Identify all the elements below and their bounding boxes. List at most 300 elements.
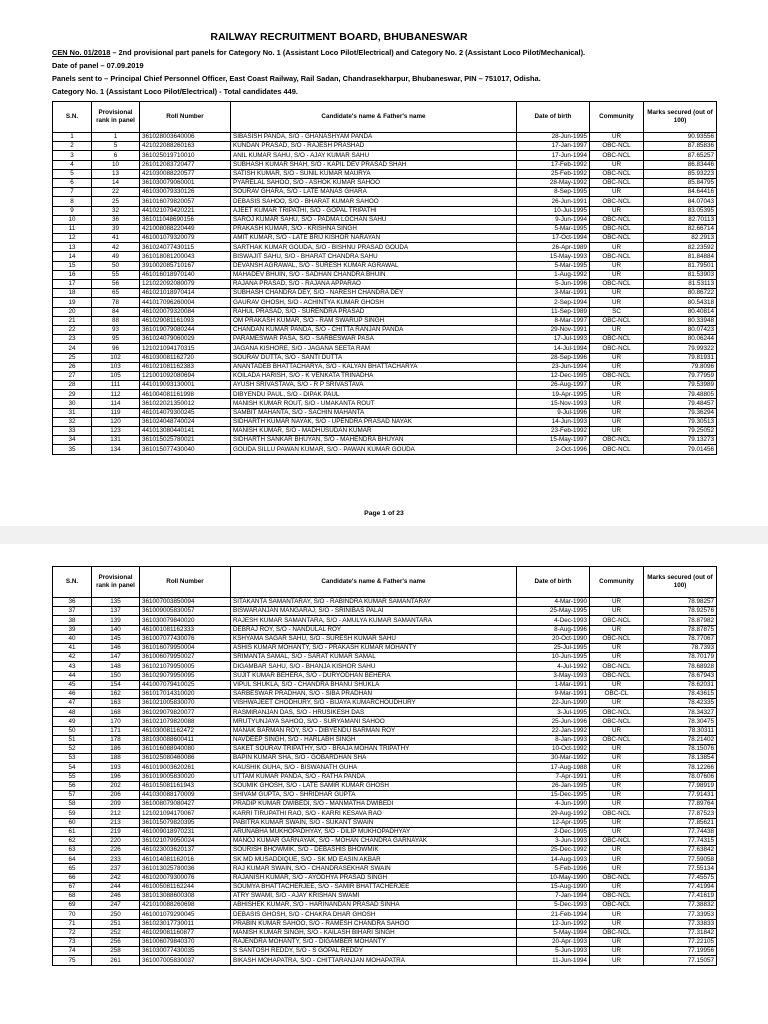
cell-roll-number: 461021018970414 <box>140 289 231 298</box>
cell-candidate-name: SIBASISH PANDA, S/O - GHANASHYAM PANDA <box>231 133 517 142</box>
cell-marks: 78.13854 <box>644 754 717 763</box>
table-row <box>53 800 717 809</box>
table-row <box>53 160 717 169</box>
cell-date-of-birth: 17-Jul-1993 <box>517 335 590 344</box>
cell-candidate-name: GOUDA SILLU PAWAN KUMAR, S/O - PAWAN KUMAR GOUDA <box>231 445 517 454</box>
cell-candidate-name: MRUTYUNJAYA SAHOO, S/O - SURYAMANI SAHOO <box>231 717 517 726</box>
col-header-rank: Provisional rank in panel <box>92 567 140 598</box>
cell-roll-number: 361030079060001 <box>140 178 231 187</box>
cell-date-of-birth: 8-Jan-1993 <box>517 735 590 744</box>
cell-date-of-birth: 3-May-1993 <box>517 671 590 680</box>
cell-date-of-birth: 5-May-1994 <box>517 928 590 937</box>
cell-marks: 78.68928 <box>644 662 717 671</box>
cell-date-of-birth: 14-Aug-1993 <box>517 855 590 864</box>
cell-rank: 209 <box>92 800 140 809</box>
table-row <box>53 910 717 919</box>
cell-sn: 62 <box>53 836 92 845</box>
cell-sn: 43 <box>53 662 92 671</box>
cell-candidate-name: GAURAV GHOSH, S/O - ACHINTYA KUMAR GHOSH <box>231 298 517 307</box>
cell-roll-number: 461015081161943 <box>140 781 231 790</box>
cell-candidate-name: MANOJ KUMAR GARNAYAK, S/O - MOHAN CHANDRA GARNAYAK <box>231 836 517 845</box>
cell-date-of-birth: 26-Jan-1995 <box>517 781 590 790</box>
cell-date-of-birth: 25-Jul-1995 <box>517 643 590 652</box>
cell-marks: 81.79501 <box>644 261 717 270</box>
cell-date-of-birth: 10-Oct-1992 <box>517 745 590 754</box>
cell-date-of-birth: 28-May-1992 <box>517 178 590 187</box>
cell-marks: 77.74438 <box>644 827 717 836</box>
cell-community: OBC-CL <box>590 689 644 698</box>
cell-candidate-name: SOURAV GHARA, S/O - LATE MANAS GHARA <box>231 188 517 197</box>
cell-sn: 31 <box>53 408 92 417</box>
cell-community: UR <box>590 243 644 252</box>
cell-rank: 120 <box>92 417 140 426</box>
cell-marks: 79.48457 <box>644 399 717 408</box>
category-line: Category No. 1 (Assistant Loco Pilot/Electrical) - Total candidates 449. <box>52 87 298 96</box>
table-row <box>53 882 717 891</box>
cell-date-of-birth: 10-May-1990 <box>517 873 590 882</box>
panel-date: Date of panel – 07.09.2019 <box>52 61 144 70</box>
cell-marks: 77.15057 <box>644 956 717 965</box>
cell-community: OBC-NCL <box>590 335 644 344</box>
cell-date-of-birth: 15-May-1993 <box>517 252 590 261</box>
cell-sn: 68 <box>53 892 92 901</box>
cell-rank: 252 <box>92 928 140 937</box>
table-row <box>53 928 717 937</box>
cell-candidate-name: MANAK BARMAN ROY, S/O - DIBYENDU BARMAN ROY <box>231 726 517 735</box>
cell-date-of-birth: 29-Aug-1992 <box>517 809 590 818</box>
cell-sn: 24 <box>53 344 92 353</box>
cell-roll-number: 361008079080427 <box>140 800 231 809</box>
col-header-community: Community <box>590 102 644 133</box>
cell-rank: 131 <box>92 436 140 445</box>
cell-sn: 19 <box>53 298 92 307</box>
cell-roll-number: 361011048690156 <box>140 215 231 224</box>
col-header-community: Community <box>590 567 644 598</box>
table-row <box>53 653 717 662</box>
cell-community: UR <box>590 772 644 781</box>
table-row <box>53 671 717 680</box>
cell-sn: 39 <box>53 625 92 634</box>
cell-date-of-birth: 4-Dec-1993 <box>517 616 590 625</box>
cell-community: UR <box>590 270 644 279</box>
cell-roll-number: 421010088260698 <box>140 901 231 910</box>
cell-sn: 22 <box>53 325 92 334</box>
table-row <box>53 381 717 390</box>
cell-rank: 178 <box>92 735 140 744</box>
cell-sn: 44 <box>53 671 92 680</box>
cell-marks: 79.48805 <box>644 390 717 399</box>
cell-rank: 213 <box>92 818 140 827</box>
cell-sn: 65 <box>53 864 92 873</box>
cell-candidate-name: SOUMYA BHATTACHERJEE, S/O - SAMIR BHATTACHERJEE <box>231 882 517 891</box>
cell-marks: 85.84795 <box>644 178 717 187</box>
cell-date-of-birth: 29-Nov-1991 <box>517 325 590 334</box>
cell-marks: 77.87523 <box>644 809 717 818</box>
cell-rank: 226 <box>92 846 140 855</box>
cell-marks: 78.43615 <box>644 689 717 698</box>
cell-roll-number: 361024077430115 <box>140 243 231 252</box>
cell-marks: 77.55134 <box>644 864 717 873</box>
cell-candidate-name: DEBASIS SAHOO, S/O - BHARAT KUMAR SAHOO <box>231 197 517 206</box>
cell-candidate-name: MANISH KUMAR ROUT, S/O - UMAKANTA ROUT <box>231 399 517 408</box>
cell-candidate-name: SARBESWAR PRADHAN, S/O - SIBA PRADHAN <box>231 689 517 698</box>
cell-community: OBC-NCL <box>590 169 644 178</box>
cell-marks: 84.64416 <box>644 188 717 197</box>
cell-community: OBC-NCL <box>590 178 644 187</box>
cell-community: UR <box>590 625 644 634</box>
cell-community: UR <box>590 864 644 873</box>
cell-marks: 78.42335 <box>644 699 717 708</box>
cell-roll-number: 361015077430040 <box>140 445 231 454</box>
cell-sn: 21 <box>53 316 92 325</box>
table-body-page-2 <box>53 598 717 966</box>
cell-candidate-name: S SANTOSH REDDY, S/O - S GOPAL REDDY <box>231 947 517 956</box>
cell-date-of-birth: 25-May-1995 <box>517 607 590 616</box>
cell-candidate-name: JAGANA KISHORE, S/O - JAGANA SEETA RAM <box>231 344 517 353</box>
cell-rank: 135 <box>92 598 140 607</box>
cell-community: UR <box>590 325 644 334</box>
cell-community: UR <box>590 362 644 371</box>
cell-roll-number: 361024079060029 <box>140 335 231 344</box>
table-row <box>53 252 717 261</box>
cell-roll-number: 461014081162016 <box>140 855 231 864</box>
cell-candidate-name: SITAKANTA SAMANTARAY, S/O - RABINDRA KUMAR SAMANTARAY <box>231 598 517 607</box>
cell-candidate-name: CHANDAN KUMAR PANDA, S/O - CHITTA RANJAN PANDA <box>231 325 517 334</box>
document-page-2 <box>0 544 768 1024</box>
cell-rank: 242 <box>92 873 140 882</box>
table-row <box>53 864 717 873</box>
table-row <box>53 390 717 399</box>
cell-marks: 79.30513 <box>644 417 717 426</box>
cell-roll-number: 461020079300076 <box>140 873 231 882</box>
col-header-roll: Roll Number <box>140 567 231 598</box>
cell-roll-number: 361016079820057 <box>140 197 231 206</box>
cen-line <box>52 46 716 59</box>
cell-roll-number: 421008088220449 <box>140 224 231 233</box>
cell-marks: 77.31842 <box>644 928 717 937</box>
cell-community: UR <box>590 790 644 799</box>
cell-rank: 88 <box>92 316 140 325</box>
cell-date-of-birth: 17-Aug-1988 <box>517 763 590 772</box>
cell-marks: 78.62031 <box>644 680 717 689</box>
table-row <box>53 243 717 252</box>
cell-rank: 39 <box>92 224 140 233</box>
cell-marks: 77.22105 <box>644 937 717 946</box>
cell-community: UR <box>590 133 644 142</box>
cell-sn: 3 <box>53 151 92 160</box>
cell-community: UR <box>590 417 644 426</box>
cell-roll-number: 421030088220577 <box>140 169 231 178</box>
cell-rank: 258 <box>92 947 140 956</box>
panels-sent-to: Panels sent to – Principal Chief Personnel Officer, East Coast Railway, Rail Sadan, Chandrasekharpur, Bhubaneswar, PIN – 751017, Odisha. <box>52 74 541 83</box>
cell-date-of-birth: 20-Oct-1990 <box>517 634 590 643</box>
cell-rank: 261 <box>92 956 140 965</box>
table-body-page-1 <box>53 133 717 455</box>
cell-marks: 78.30311 <box>644 726 717 735</box>
cell-candidate-name: SK MD MUSADDIQUE, S/O - SK MD EASIN AKBAR <box>231 855 517 864</box>
table-row <box>53 919 717 928</box>
cell-candidate-name: BAPIN KUMAR SHA, S/O - GOBARDHAN SHA <box>231 754 517 763</box>
cell-roll-number: 361015079820395 <box>140 818 231 827</box>
cell-community: UR <box>590 754 644 763</box>
cell-community: OBC-NCL <box>590 809 644 818</box>
cell-rank: 202 <box>92 781 140 790</box>
cell-roll-number: 361021079950024 <box>140 836 231 845</box>
cell-rank: 251 <box>92 919 140 928</box>
table-row <box>53 892 717 901</box>
cell-rank: 145 <box>92 634 140 643</box>
col-header-dob: Date of birth <box>517 102 590 133</box>
table-row <box>53 353 717 362</box>
cell-candidate-name: SOUMIK GHOSH, S/O - LATE SAMIR KUMAR GHOSH <box>231 781 517 790</box>
cell-roll-number: 461030079330126 <box>140 188 231 197</box>
cell-candidate-name: PABITRA KUMAR SWAIN, S/O - SUKANT SWAIN <box>231 818 517 827</box>
table-row <box>53 634 717 643</box>
cell-marks: 79.81931 <box>644 353 717 362</box>
cell-roll-number: 461014079300245 <box>140 408 231 417</box>
cell-community: UR <box>590 827 644 836</box>
cell-sn: 9 <box>53 206 92 215</box>
cell-date-of-birth: 15-May-1997 <box>517 436 590 445</box>
cell-sn: 18 <box>53 289 92 298</box>
cell-rank: 137 <box>92 607 140 616</box>
cell-roll-number: 361015025780021 <box>140 436 231 445</box>
cell-date-of-birth: 10-Jun-1995 <box>517 653 590 662</box>
cell-sn: 11 <box>53 224 92 233</box>
cell-date-of-birth: 5-Mar-1995 <box>517 261 590 270</box>
table-row <box>53 335 717 344</box>
cell-community: UR <box>590 160 644 169</box>
cell-date-of-birth: 1-Mar-1991 <box>517 680 590 689</box>
cell-community: OBC-NCL <box>590 717 644 726</box>
cell-roll-number: 361029079820077 <box>140 708 231 717</box>
table-row <box>53 436 717 445</box>
cell-community: OBC-NCL <box>590 836 644 845</box>
cell-community: UR <box>590 188 644 197</box>
cell-roll-number: 361016088940080 <box>140 745 231 754</box>
cell-roll-number: 461001081162333 <box>140 625 231 634</box>
cell-sn: 8 <box>53 197 92 206</box>
cell-community: OBC-NCL <box>590 735 644 744</box>
cell-date-of-birth: 7-Apr-1991 <box>517 772 590 781</box>
cell-sn: 45 <box>53 680 92 689</box>
cell-rank: 112 <box>92 390 140 399</box>
cell-candidate-name: OM PRAKASH KUMAR, S/O - RAM SWARUP SINGH <box>231 316 517 325</box>
cell-community: OBC-NCL <box>590 708 644 717</box>
cell-sn: 5 <box>53 169 92 178</box>
cell-rank: 10 <box>92 160 140 169</box>
cell-rank: 134 <box>92 445 140 454</box>
cell-candidate-name: PARAMESWAR PASA, S/O - SARBESWAR PASA <box>231 335 517 344</box>
cell-community: OBC-NCL <box>590 280 644 289</box>
cell-community: UR <box>590 653 644 662</box>
table-row <box>53 790 717 799</box>
table-row <box>53 289 717 298</box>
cell-roll-number: 391002085710167 <box>140 261 231 270</box>
table-row <box>53 947 717 956</box>
table-row <box>53 763 717 772</box>
cell-roll-number: 121001092080694 <box>140 371 231 380</box>
cell-candidate-name: SOURAV DUTTA, S/O - SANTI DUTTA <box>231 353 517 362</box>
cell-marks: 78.7393 <box>644 643 717 652</box>
cell-date-of-birth: 23-Jun-1994 <box>517 362 590 371</box>
cell-roll-number: 381030088600411 <box>140 735 231 744</box>
table-row <box>53 445 717 454</box>
cell-rank: 246 <box>92 892 140 901</box>
cell-roll-number: 121021094170315 <box>140 344 231 353</box>
cell-sn: 58 <box>53 800 92 809</box>
cell-candidate-name: SUJIT KUMAR BEHERA, S/O - DURYODHAN BEHERA <box>231 671 517 680</box>
cell-candidate-name: DIGAMBAR SAHU, S/O - BHANJA KISHOR SAHU <box>231 662 517 671</box>
cell-roll-number: 361017014310020 <box>140 689 231 698</box>
cell-roll-number: 461009018970231 <box>140 827 231 836</box>
cell-sn: 27 <box>53 371 92 380</box>
table-row <box>53 178 717 187</box>
cell-roll-number: 461001079320079 <box>140 234 231 243</box>
cell-date-of-birth: 9-Jun-1994 <box>517 215 590 224</box>
cell-rank: 148 <box>92 662 140 671</box>
cell-roll-number: 441007079410025 <box>140 680 231 689</box>
cell-marks: 77.33833 <box>644 919 717 928</box>
cell-roll-number: 361021005830070 <box>140 699 231 708</box>
cell-rank: 5 <box>92 142 140 151</box>
cell-rank: 233 <box>92 855 140 864</box>
cell-marks: 77.41994 <box>644 882 717 891</box>
cell-roll-number: 361021079950005 <box>140 662 231 671</box>
cell-rank: 123 <box>92 427 140 436</box>
cell-rank: 42 <box>92 243 140 252</box>
cell-community: UR <box>590 298 644 307</box>
cell-rank: 186 <box>92 745 140 754</box>
cell-candidate-name: SAMBIT MAHANTA, S/O - SACHIN MAHANTA <box>231 408 517 417</box>
cell-roll-number: 441017096260004 <box>140 298 231 307</box>
cell-rank: 65 <box>92 289 140 298</box>
cell-marks: 87.85836 <box>644 142 717 151</box>
cell-marks: 81.84884 <box>644 252 717 261</box>
cell-roll-number: 361019005830020 <box>140 772 231 781</box>
cell-candidate-name: RAJENDRA MOHANTY, S/O - DIGAMBER MOHANTY <box>231 937 517 946</box>
table-row <box>53 316 717 325</box>
cell-sn: 61 <box>53 827 92 836</box>
cell-date-of-birth: 8-Mar-1997 <box>517 316 590 325</box>
cell-candidate-name: RAJANISH KUMAR, S/O - AYODHYA PRASAD SINGH <box>231 873 517 882</box>
cell-roll-number: 121021094170067 <box>140 809 231 818</box>
cell-candidate-name: SUBHASH KUMAR SHAH, S/O - KAPIL DEV PRASAD SHAH <box>231 160 517 169</box>
cell-rank: 150 <box>92 671 140 680</box>
cell-community: UR <box>590 598 644 607</box>
cell-roll-number: 441013080440141 <box>140 427 231 436</box>
cell-marks: 85.93223 <box>644 169 717 178</box>
cell-marks: 78.67943 <box>644 671 717 680</box>
table-row <box>53 809 717 818</box>
cell-community: OBC-NCL <box>590 436 644 445</box>
cell-date-of-birth: 17-Feb-1992 <box>517 160 590 169</box>
table-row <box>53 616 717 625</box>
cell-rank: 49 <box>92 252 140 261</box>
cell-date-of-birth: 12-Apr-1995 <box>517 818 590 827</box>
cell-community: UR <box>590 390 644 399</box>
cell-marks: 78.30475 <box>644 717 717 726</box>
cell-date-of-birth: 26-Apr-1989 <box>517 243 590 252</box>
cell-rank: 78 <box>92 298 140 307</box>
cell-candidate-name: SATISH KUMAR, S/O - SUNIL KUMAR MAURYA <box>231 169 517 178</box>
cell-sn: 70 <box>53 910 92 919</box>
cell-candidate-name: SIDHARTH SANKAR BHUYAN, S/O - MAHENDRA BHUYAN <box>231 436 517 445</box>
cell-rank: 25 <box>92 197 140 206</box>
cell-sn: 42 <box>53 653 92 662</box>
cell-candidate-name: MANISH KUMAR, S/O - MADHUSUDAN KUMAR <box>231 427 517 436</box>
cell-rank: 102 <box>92 353 140 362</box>
cell-marks: 79.01456 <box>644 445 717 454</box>
cell-community: OBC-NCL <box>590 316 644 325</box>
cell-date-of-birth: 2-Sep-1994 <box>517 298 590 307</box>
cell-marks: 77.89764 <box>644 800 717 809</box>
table-row <box>53 836 717 845</box>
cell-date-of-birth: 9-Mar-1991 <box>517 689 590 698</box>
table-row <box>53 680 717 689</box>
cell-community: UR <box>590 726 644 735</box>
cell-rank: 111 <box>92 381 140 390</box>
cell-date-of-birth: 15-Nov-1993 <box>517 399 590 408</box>
cell-marks: 78.92576 <box>644 607 717 616</box>
table-row <box>53 901 717 910</box>
table-row <box>53 937 717 946</box>
cell-roll-number: 361007077430076 <box>140 634 231 643</box>
cell-roll-number: 361018081200043 <box>140 252 231 261</box>
cell-marks: 82.70113 <box>644 215 717 224</box>
cell-rank: 36 <box>92 215 140 224</box>
cell-sn: 69 <box>53 901 92 910</box>
cell-candidate-name: RAHUL PRASAD, S/O - SURENDRA PRASAD <box>231 307 517 316</box>
cell-marks: 78.87875 <box>644 625 717 634</box>
cell-sn: 67 <box>53 882 92 891</box>
table-row <box>53 708 717 717</box>
cell-community: OBC-NCL <box>590 671 644 680</box>
cell-rank: 256 <box>92 937 140 946</box>
cell-candidate-name: BIKASH MOHAPATRA, S/O - CHITTARANJAN MOHAPATRA <box>231 956 517 965</box>
cell-roll-number: 461029081160877 <box>140 928 231 937</box>
cell-rank: 22 <box>92 188 140 197</box>
cell-date-of-birth: 19-Apr-1995 <box>517 390 590 399</box>
table-row <box>53 307 717 316</box>
cell-sn: 15 <box>53 261 92 270</box>
table-row <box>53 280 717 289</box>
cell-roll-number: 361025019710010 <box>140 151 231 160</box>
cell-community: UR <box>590 353 644 362</box>
cell-candidate-name: BISWAJIT SAHU, S/O - BHARAT CHANDRA SAHU <box>231 252 517 261</box>
table-header-row <box>53 102 717 133</box>
cell-marks: 81.53113 <box>644 280 717 289</box>
cell-rank: 163 <box>92 699 140 708</box>
cell-marks: 78.98257 <box>644 598 717 607</box>
cell-candidate-name: SUBHASH CHANDRA DEY, S/O - NARESH CHANDRA DEY <box>231 289 517 298</box>
cell-sn: 35 <box>53 445 92 454</box>
cell-community: UR <box>590 882 644 891</box>
table-row <box>53 142 717 151</box>
cell-marks: 79.25052 <box>644 427 717 436</box>
cell-community: OBC-NCL <box>590 151 644 160</box>
table-row <box>53 598 717 607</box>
cell-marks: 77.33953 <box>644 910 717 919</box>
cell-community: UR <box>590 818 644 827</box>
cell-roll-number: 461021081162383 <box>140 362 231 371</box>
cell-candidate-name: MAHADEV BHUIN, S/O - SADHAN CHANDRA BHUIN <box>231 270 517 279</box>
cell-community: UR <box>590 408 644 417</box>
cell-community: UR <box>590 381 644 390</box>
cell-date-of-birth: 5-Jun-1996 <box>517 280 590 289</box>
cell-roll-number: 441021079420221 <box>140 206 231 215</box>
cell-community: OBC-NCL <box>590 662 644 671</box>
